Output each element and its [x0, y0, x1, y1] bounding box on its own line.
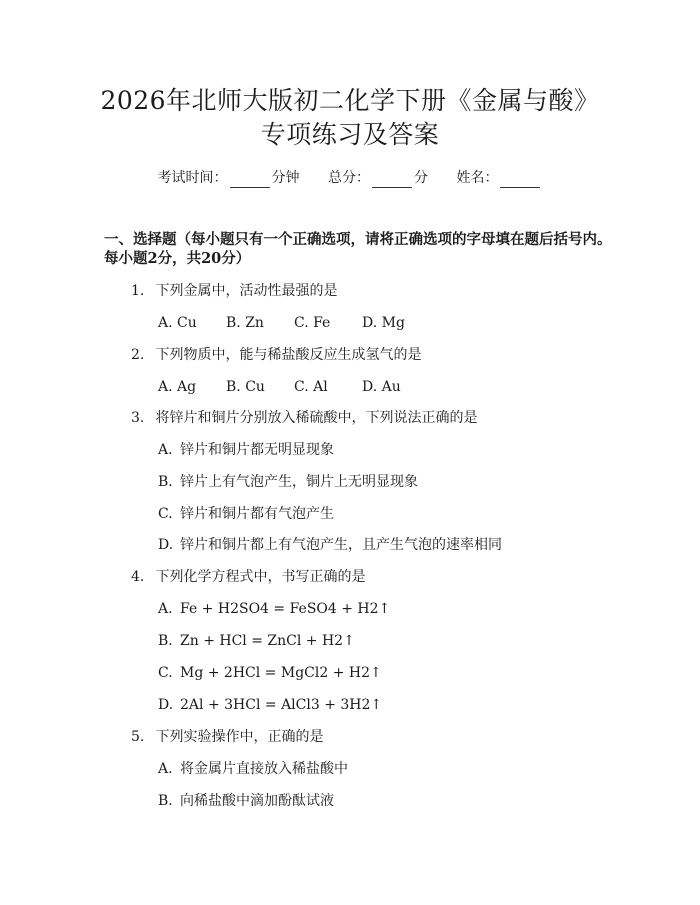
option-text: 向稀盐酸中滴加酚酞试液 — [180, 793, 334, 809]
exam-time-field — [158, 168, 300, 188]
question-5-option-a[interactable] — [158, 759, 348, 779]
option-text: Mg + 2HCl = MgCl2 + H2↑ — [180, 665, 382, 681]
question-2-options — [158, 377, 430, 397]
question-4-option-d[interactable] — [158, 695, 382, 715]
question-1 — [131, 281, 337, 301]
option-key: A. — [158, 601, 173, 617]
question-3-option-c[interactable] — [158, 504, 334, 524]
exam-time-blank[interactable] — [230, 173, 270, 188]
option-c[interactable]: C. Al — [294, 379, 328, 395]
student-name-label: 姓名： — [456, 170, 499, 186]
option-text: 锌片和铜片都无明显现象 — [180, 442, 334, 458]
total-score-unit: 分 — [414, 170, 428, 186]
question-4-option-a[interactable] — [158, 599, 390, 619]
option-key: A. — [158, 761, 173, 777]
option-key: D. — [158, 697, 174, 713]
option-key: D. — [158, 537, 174, 553]
option-a[interactable]: A. Ag — [158, 379, 197, 395]
question-4-option-b[interactable] — [158, 631, 355, 651]
question-number: 1. — [131, 283, 145, 299]
option-key: C. — [158, 506, 173, 522]
question-5 — [131, 727, 323, 747]
option-text: 锌片上有气泡产生，铜片上无明显现象 — [180, 474, 418, 490]
option-a[interactable]: A. Cu — [158, 315, 197, 331]
total-score-label: 总分： — [328, 170, 370, 186]
total-score-field — [328, 168, 428, 188]
question-text: 将锌片和铜片分别放入稀硫酸中，下列说法正确的是 — [155, 410, 478, 426]
option-c[interactable]: C. Fe — [294, 315, 331, 331]
question-text: 下列物质中，能与稀盐酸反应生成氢气的是 — [155, 347, 422, 363]
exam-time-label: 考试时间： — [157, 170, 228, 186]
question-3-option-a[interactable] — [158, 440, 334, 460]
exam-meta — [0, 168, 700, 188]
question-1-options — [158, 313, 430, 333]
exam-time-unit: 分钟 — [271, 170, 300, 186]
option-text: 锌片和铜片都有气泡产生 — [180, 506, 334, 522]
question-number: 3. — [131, 410, 145, 426]
option-key: A. — [158, 442, 173, 458]
section-heading-line2: 每小题2分，共20分） — [104, 250, 251, 267]
question-text: 下列化学方程式中，书写正确的是 — [155, 569, 366, 585]
option-key: B. — [158, 474, 173, 490]
student-name-blank[interactable] — [500, 173, 540, 188]
page-title-line1: 2026年北师大版初二化学下册《金属与酸》 — [100, 86, 600, 115]
question-number: 4. — [131, 569, 145, 585]
question-4-option-c[interactable] — [158, 663, 382, 683]
option-text: 锌片和铜片都上有气泡产生，且产生气泡的速率相同 — [180, 537, 502, 553]
total-score-blank[interactable] — [372, 173, 412, 188]
option-key: C. — [158, 665, 173, 681]
question-3 — [131, 408, 477, 428]
option-text: Zn + HCl = ZnCl + H2↑ — [180, 633, 355, 649]
question-text: 下列实验操作中，正确的是 — [155, 729, 324, 745]
question-4 — [131, 567, 365, 587]
question-text: 下列金属中，活动性最强的是 — [155, 283, 338, 299]
option-b[interactable]: B. Cu — [226, 379, 265, 395]
question-3-option-b[interactable] — [158, 472, 418, 492]
option-text: 2Al + 3HCl = AlCl3 + 3H2↑ — [180, 697, 383, 713]
option-text: 将金属片直接放入稀盐酸中 — [180, 761, 348, 777]
question-3-option-d[interactable] — [158, 535, 502, 555]
option-d[interactable]: D. Au — [362, 379, 401, 395]
student-name-field — [456, 168, 542, 188]
option-text: Fe + H2SO4 = FeSO4 + H2↑ — [180, 601, 391, 617]
question-number: 2. — [131, 347, 145, 363]
option-key: B. — [158, 633, 173, 649]
question-number: 5. — [131, 729, 145, 745]
question-2 — [131, 345, 421, 365]
option-d[interactable]: D. Mg — [362, 315, 405, 331]
page-title-line2: 专项练习及答案 — [260, 120, 440, 149]
section-heading-line1: 一、选择题（每小题只有一个正确选项，请将正确选项的字母填在题后括号内。 — [104, 231, 612, 248]
option-key: B. — [158, 793, 173, 809]
question-5-option-b[interactable] — [158, 791, 334, 811]
option-b[interactable]: B. Zn — [226, 315, 264, 331]
